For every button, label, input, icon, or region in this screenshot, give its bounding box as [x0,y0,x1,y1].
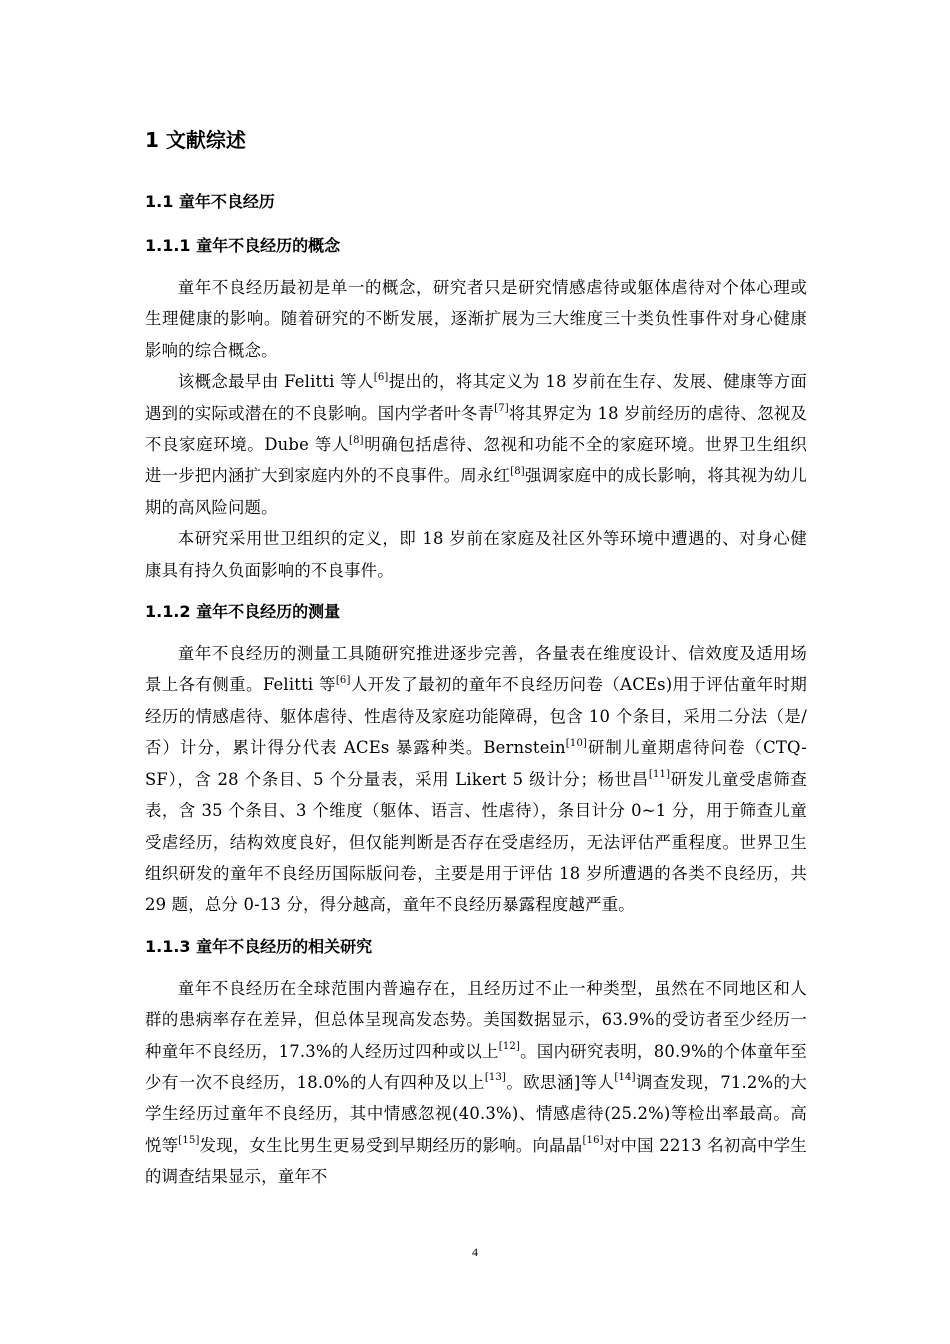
paragraph-text: 童年不良经历在全球范围内普遍存在，且经历过不止一种类型，虽然在不同地区和人群的患病率存在差异，但总体呈现高发态势。美国数据显示，63.9%的受访者至少经历一种童年不良经历，17.3%的人经历过四种或以上 [145,978,807,1061]
paragraph-text: 对中国 2213 名初高中学生的调查结果显示，童年不 [145,1135,807,1187]
body-paragraph [145,973,807,1193]
citation-marker: [6] [373,371,389,383]
paragraph-text: 提出的，将其定义为 18 岁前在生存、发展、健康等方面遇到的实际或潜在的不良影响。国内学者叶冬青 [145,372,807,423]
paragraph-text: 。欧思涵]等人 [506,1072,615,1092]
subsection-heading: 1.1.2 童年不良经历的测量 [145,602,341,622]
paragraph-text: 。国内研究表明，80.9%的个体童年至少有一次不良经历，18.0%的人有四种及以上 [145,1041,807,1092]
citation-marker: [16] [582,1135,604,1147]
paragraph-text: 研发儿童受虐筛查表，含 35 个条目、3 个维度（躯体、语言、性虐待），条目计分 0~1 分，用于筛查儿童受虐经历，结构效度良好，但仅能判断是否存在受虐经历，无法评估严重程度。世界卫生组织研发的童年不良经历国际版问卷，主要是用于评估 18 岁所遭遇的各类不良经历，共 29 题，总分 0-13 分，得分越高，童年不良经历暴露程度越严重。 [145,769,807,915]
citation-marker: [7] [494,403,509,415]
page-number: 4 [472,1245,478,1259]
body-paragraph [145,272,807,366]
body-paragraph [145,523,807,586]
page-content [145,122,807,1193]
citation-marker: [11] [648,769,671,781]
paragraph-text: 童年不良经历最初是单一的概念，研究者只是研究情感虐待或躯体虐待对个体心理或生理健康的影响。随着研究的不断发展，逐渐扩展为三大维度三十类负性事件对身心健康影响的综合概念。 [145,278,807,360]
body-paragraph [145,366,807,523]
citation-marker: [15] [178,1135,200,1147]
subsections [145,232,807,1193]
citation-marker: [10] [565,737,588,749]
paragraph-text: 童年不良经历的测量工具随研究推进逐步完善，各量表在维度设计、信效度及适用场景上各有侧重。Felitti 等 [145,644,807,695]
paragraph-text: 调查发现，71.2%的大学生经历过童年不良经历，其中情感忽视(40.3%)、情感虐待(25.2%)等检出率最高。高悦等 [145,1072,808,1155]
paragraph-text: 该概念最早由 Felitti 等人 [177,372,374,392]
citation-marker: [14] [614,1072,636,1084]
paragraph-text: 人开发了最初的童年不良经历问卷（ACEs)用于评估童年时期经历的情感虐待、躯体虐待、性虐待及家庭功能障碍，包含 10 个条目，采用二分法（是/否）计分，累计得分代表 ACEs 暴露种类。Bernstein [145,675,807,758]
paragraph-text: 发现，女生比男生更易受到早期经历的影响。向晶晶 [199,1135,583,1155]
subsection-heading: 1.1.1 童年不良经历的概念 [145,236,341,255]
subsection-heading: 1.1.3 童年不良经历的相关研究 [145,936,373,956]
paragraph-text: 本研究采用世卫组织的定义，即 18 岁前在家庭及社区外等环境中遭遇的、对身心健康具有持久负面影响的不良事件。 [145,529,807,580]
citation-marker: [12] [498,1041,521,1053]
citation-marker: [8] [349,434,364,446]
paragraph-text: 将其界定为 18 岁前经历的虐待、忽视及不良家庭环境。Dube 等人 [145,403,807,455]
paragraph-text: 研制儿童期虐待问卷（CTQ-SF），含 28 个条目、5 个分量表，采用 Likert 5 级计分；杨世昌 [145,738,807,789]
body-paragraph [145,638,807,921]
chapter-heading: 1 文献综述 [145,128,246,152]
citation-marker: [6] [335,675,351,686]
section-heading: 1.1 童年不良经历 [145,192,275,211]
citation-marker: [8] [510,465,525,477]
citation-marker: [13] [484,1072,507,1084]
paragraph-text: 明确包括虐待、忽视和功能不全的家庭环境。世界卫生组织进一步把内涵扩大到家庭内外的不良事件。周永红 [145,435,808,486]
paragraph-text: 强调家庭中的成长影响，将其视为幼儿期的高风险问题。 [145,466,807,517]
